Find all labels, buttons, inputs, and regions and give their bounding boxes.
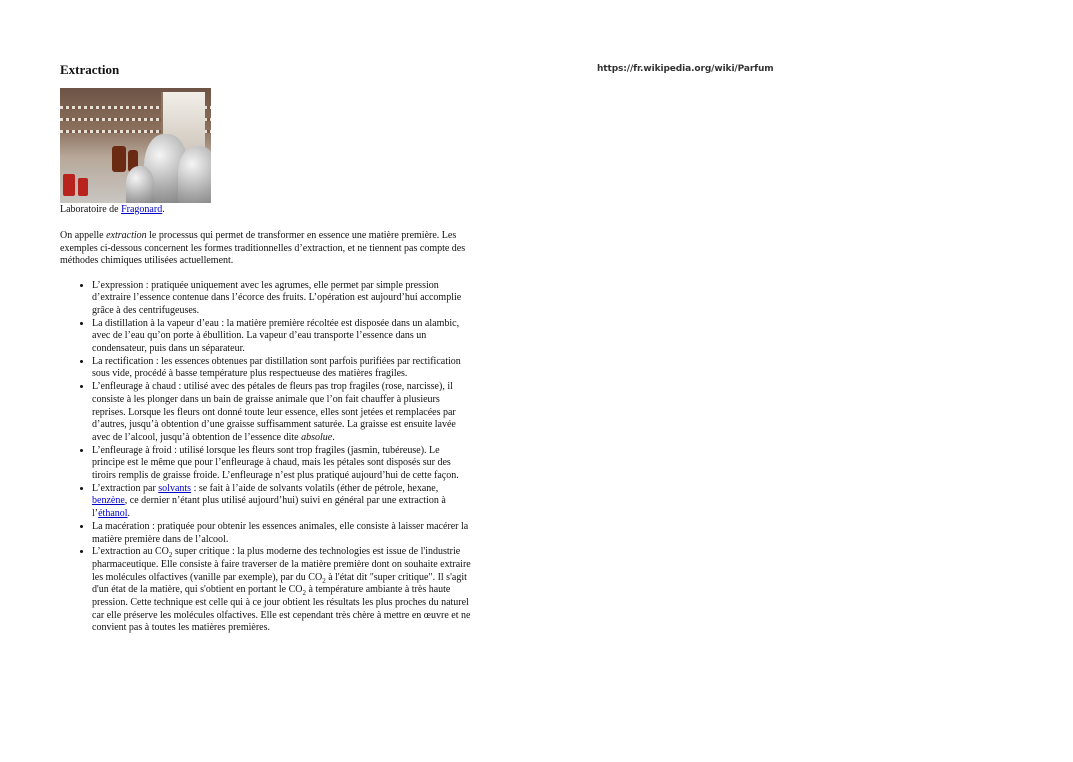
co2-subscript: 2	[322, 576, 326, 585]
source-url: https://fr.wikipedia.org/wiki/Parfum	[597, 64, 774, 74]
list-item-maceration: • La macération : pratiquée pour obtenir les essences animales, elle consiste à laisser macérer la matière première dans de l’alcool.	[92, 521, 474, 546]
intro-text-start: On appelle	[60, 230, 107, 241]
list-item-co2	[92, 546, 474, 635]
caption-end: .	[162, 204, 165, 215]
fragonard-link[interactable]: Fragonard	[121, 204, 163, 215]
list-item-expression: • L’expression : pratiquée uniquement avec les agrumes, elle permet par simple pression d’extraire l’essence contenue dans l’écorce des fruits. L’opération est aujourd’hui accomplie grâce à des centrifugeuses.	[92, 280, 474, 318]
enfleurage-chaud-end: .	[332, 431, 335, 443]
intro-paragraph	[60, 230, 470, 268]
laboratory-photo	[60, 88, 211, 203]
list-item-solvants	[92, 483, 474, 521]
section-title: Extraction	[60, 62, 120, 77]
list-item-rectification: • La rectification : les essences obtenues par distillation sont parfois purifiées par rectification sous vide, procédé à basse température plus respectueuse des matières fragiles.	[92, 356, 474, 381]
list-item-enfleurage-chaud	[92, 381, 474, 445]
solvants-text-b: : se fait à l’aide de solvants volatils (éther de pétrole, hexane,	[191, 482, 439, 494]
figure-caption	[60, 204, 480, 216]
ethanol-link[interactable]: éthanol	[98, 508, 128, 520]
caption-text: Laboratoire de	[60, 204, 122, 215]
article	[60, 62, 480, 635]
list-item-enfleurage-froid: • L’enfleurage à froid : utilisé lorsque les fleurs sont trop fragiles (jasmin, tubéreuse). Le principe est le même que pour l’enfleurage à chaud, mais les pétales sont disposés sur des tiroirs remplis de graisse froide. L’enfleurage n’est plus pratiqué aujourd’hui de cette façon.	[92, 445, 474, 483]
extraction-methods-list	[60, 280, 474, 636]
co2-text-d: à température ambiante à très haute pression. Cette technique est celle qui à ce jour obtient les résultats les plus proches du naturel car elle préserve les molécules olfactives. Elle est cependant très chère à mettre en œuvre et ne convient pas à toutes les matières premières.	[92, 584, 471, 634]
figure	[60, 88, 480, 216]
co2-subscript: 2	[302, 589, 306, 598]
intro-text-end: le processus qui permet de transformer en essence une matière première. Les exemples ci-dessous concernent les formes traditionnelles d’extraction, et ne tiennent pas compte des méthodes chimiques utilisées actuellement.	[60, 230, 466, 266]
benzene-link[interactable]: benzène	[92, 495, 125, 507]
enfleurage-chaud-text: L’enfleurage à chaud : utilisé avec des pétales de fleurs pas trop fragiles (rose, narcisse), il consiste à les plonger dans un bain de graisse animale que l’on fait chauffer à plusieurs reprises. Lorsque les fleurs ont donné toute leur essence, elles sont jetées et remplacées par d’autres, jusqu’à obtention d’une graisse suffisamment saturée. La graisse est ensuite lavée avec de l’alcool, jusqu’à obtention de l’essence dite	[92, 381, 456, 443]
co2-text-c: à l'état dit "super critique". Il s'agit d'un état de la matière, qui s'obtient en portant le CO	[92, 571, 467, 596]
solvants-text-d: .	[127, 508, 131, 520]
co2-text-b: super critique : la plus moderne des technologies est issue de l'industrie pharmaceutique. Elle consiste à faire traverser de la matière première dont on souhaite extraire les molécules olfactives (vanille par exemple), par du CO	[92, 546, 471, 583]
intro-emphasis: extraction	[106, 230, 147, 241]
co2-text-a: L’extraction au CO	[92, 546, 169, 558]
list-item-distillation: • La distillation à la vapeur d’eau : la matière première récoltée est disposée dans un alambic, avec de l’eau qu’on porte à ébullition. La vapeur d’eau transporte l’essence dans un condensateur, puis dans un séparateur.	[92, 318, 474, 356]
solvants-text-a: L’extraction par	[92, 482, 159, 494]
co2-subscript: 2	[168, 551, 173, 560]
absolue-emphasis: absolue	[301, 431, 333, 443]
solvants-text-c: , ce dernier n’étant plus utilisé aujourd’hui) suivi en général par une extraction à l’	[92, 495, 446, 520]
solvants-link[interactable]: solvants	[158, 482, 192, 494]
